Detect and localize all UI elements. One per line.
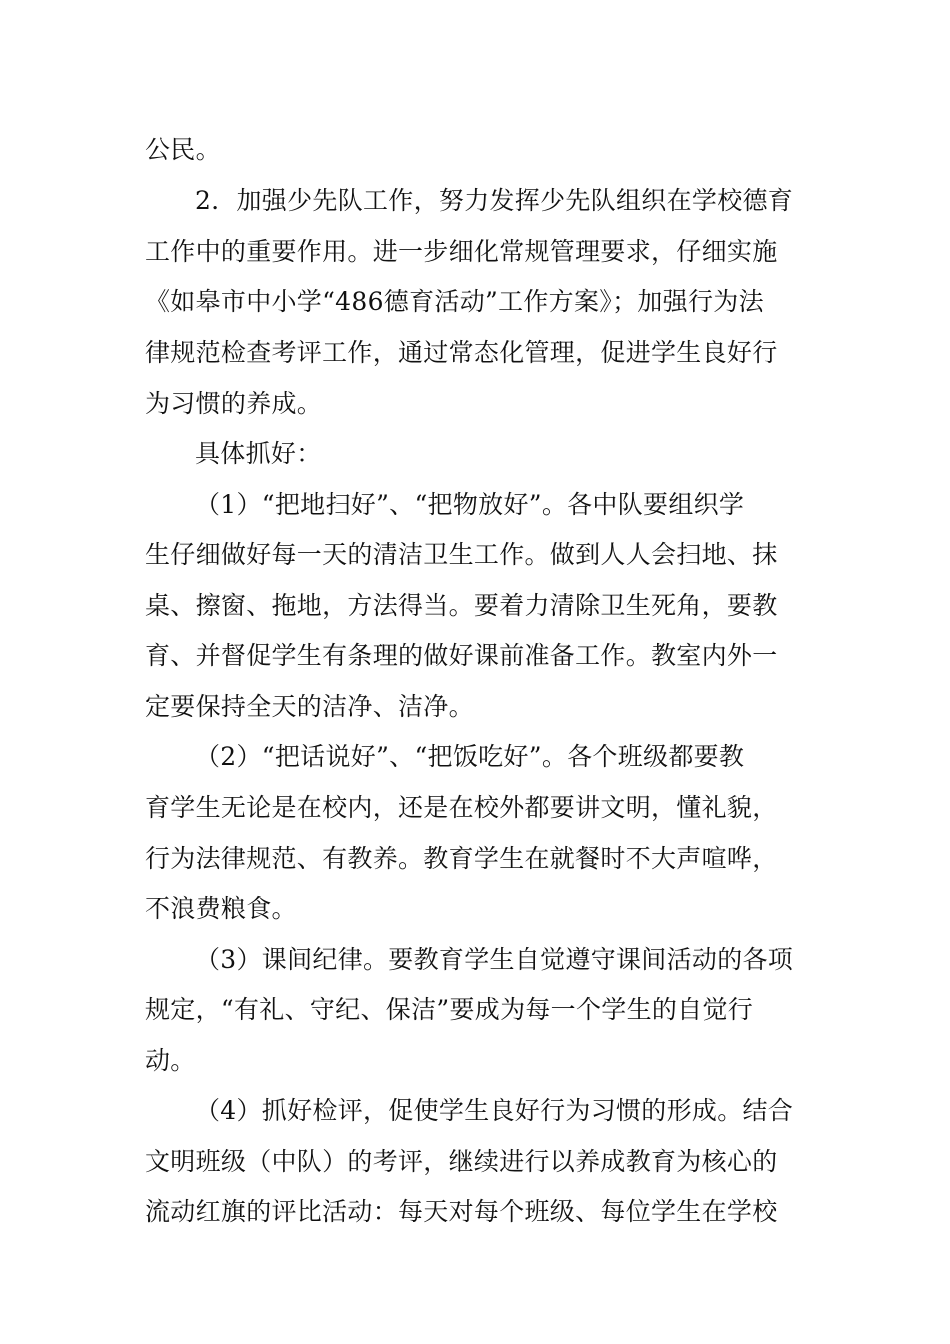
text-line: 为习惯的养成。	[145, 389, 323, 418]
text-line: 律规范检查考评工作，通过常态化管理，促进学生良好行	[145, 338, 778, 367]
text-line: 文明班级（中队）的考评，继续进行以养成教育为核心的	[145, 1147, 778, 1176]
paragraph-start-line: （4）抓好检评，促使学生良好行为习惯的形成。结合	[195, 1096, 794, 1125]
text-line: 公民。	[145, 135, 221, 164]
text-line: 不浪费粮食。	[145, 894, 297, 923]
text-line: 育、并督促学生有条理的做好课前准备工作。教室内外一	[145, 641, 778, 670]
paragraph-start-line: （3）课间纪律。要教育学生自觉遵守课间活动的各项	[195, 945, 794, 974]
text-line: 《如皋市中小学“486德育活动”工作方案》；加强行为法	[145, 287, 764, 316]
text-line: 动。	[145, 1046, 196, 1075]
paragraph-start-line: （1）“把地扫好”、“把物放好”。各中队要组织学	[195, 490, 745, 519]
text-line: 工作中的重要作用。进一步细化常规管理要求，仔细实施	[145, 237, 778, 266]
text-line: 流动红旗的评比活动：每天对每个班级、每位学生在学校	[145, 1197, 778, 1226]
paragraph-start-line: （2）“把话说好”、“把饭吃好”。各个班级都要教	[195, 742, 745, 771]
text-line: 生仔细做好每一天的清洁卫生工作。做到人人会扫地、抹	[145, 540, 778, 569]
text-line: 育学生无论是在校内，还是在校外都要讲文明，懂礼貌，	[145, 793, 778, 822]
text-line: 规定，“有礼、守纪、保洁”要成为每一个学生的自觉行	[145, 995, 754, 1024]
text-line: 定要保持全天的洁净、洁净。	[145, 692, 474, 721]
paragraph-start-line: 具体抓好：	[195, 439, 322, 468]
text-line: 桌、擦窗、拖地，方法得当。要着力清除卫生死角，要教	[145, 591, 778, 620]
text-line: 行为法律规范、有教养。教育学生在就餐时不大声喧哗，	[145, 844, 778, 873]
paragraph-start-line: 2．加强少先队工作，努力发挥少先队组织在学校德育	[195, 186, 794, 215]
